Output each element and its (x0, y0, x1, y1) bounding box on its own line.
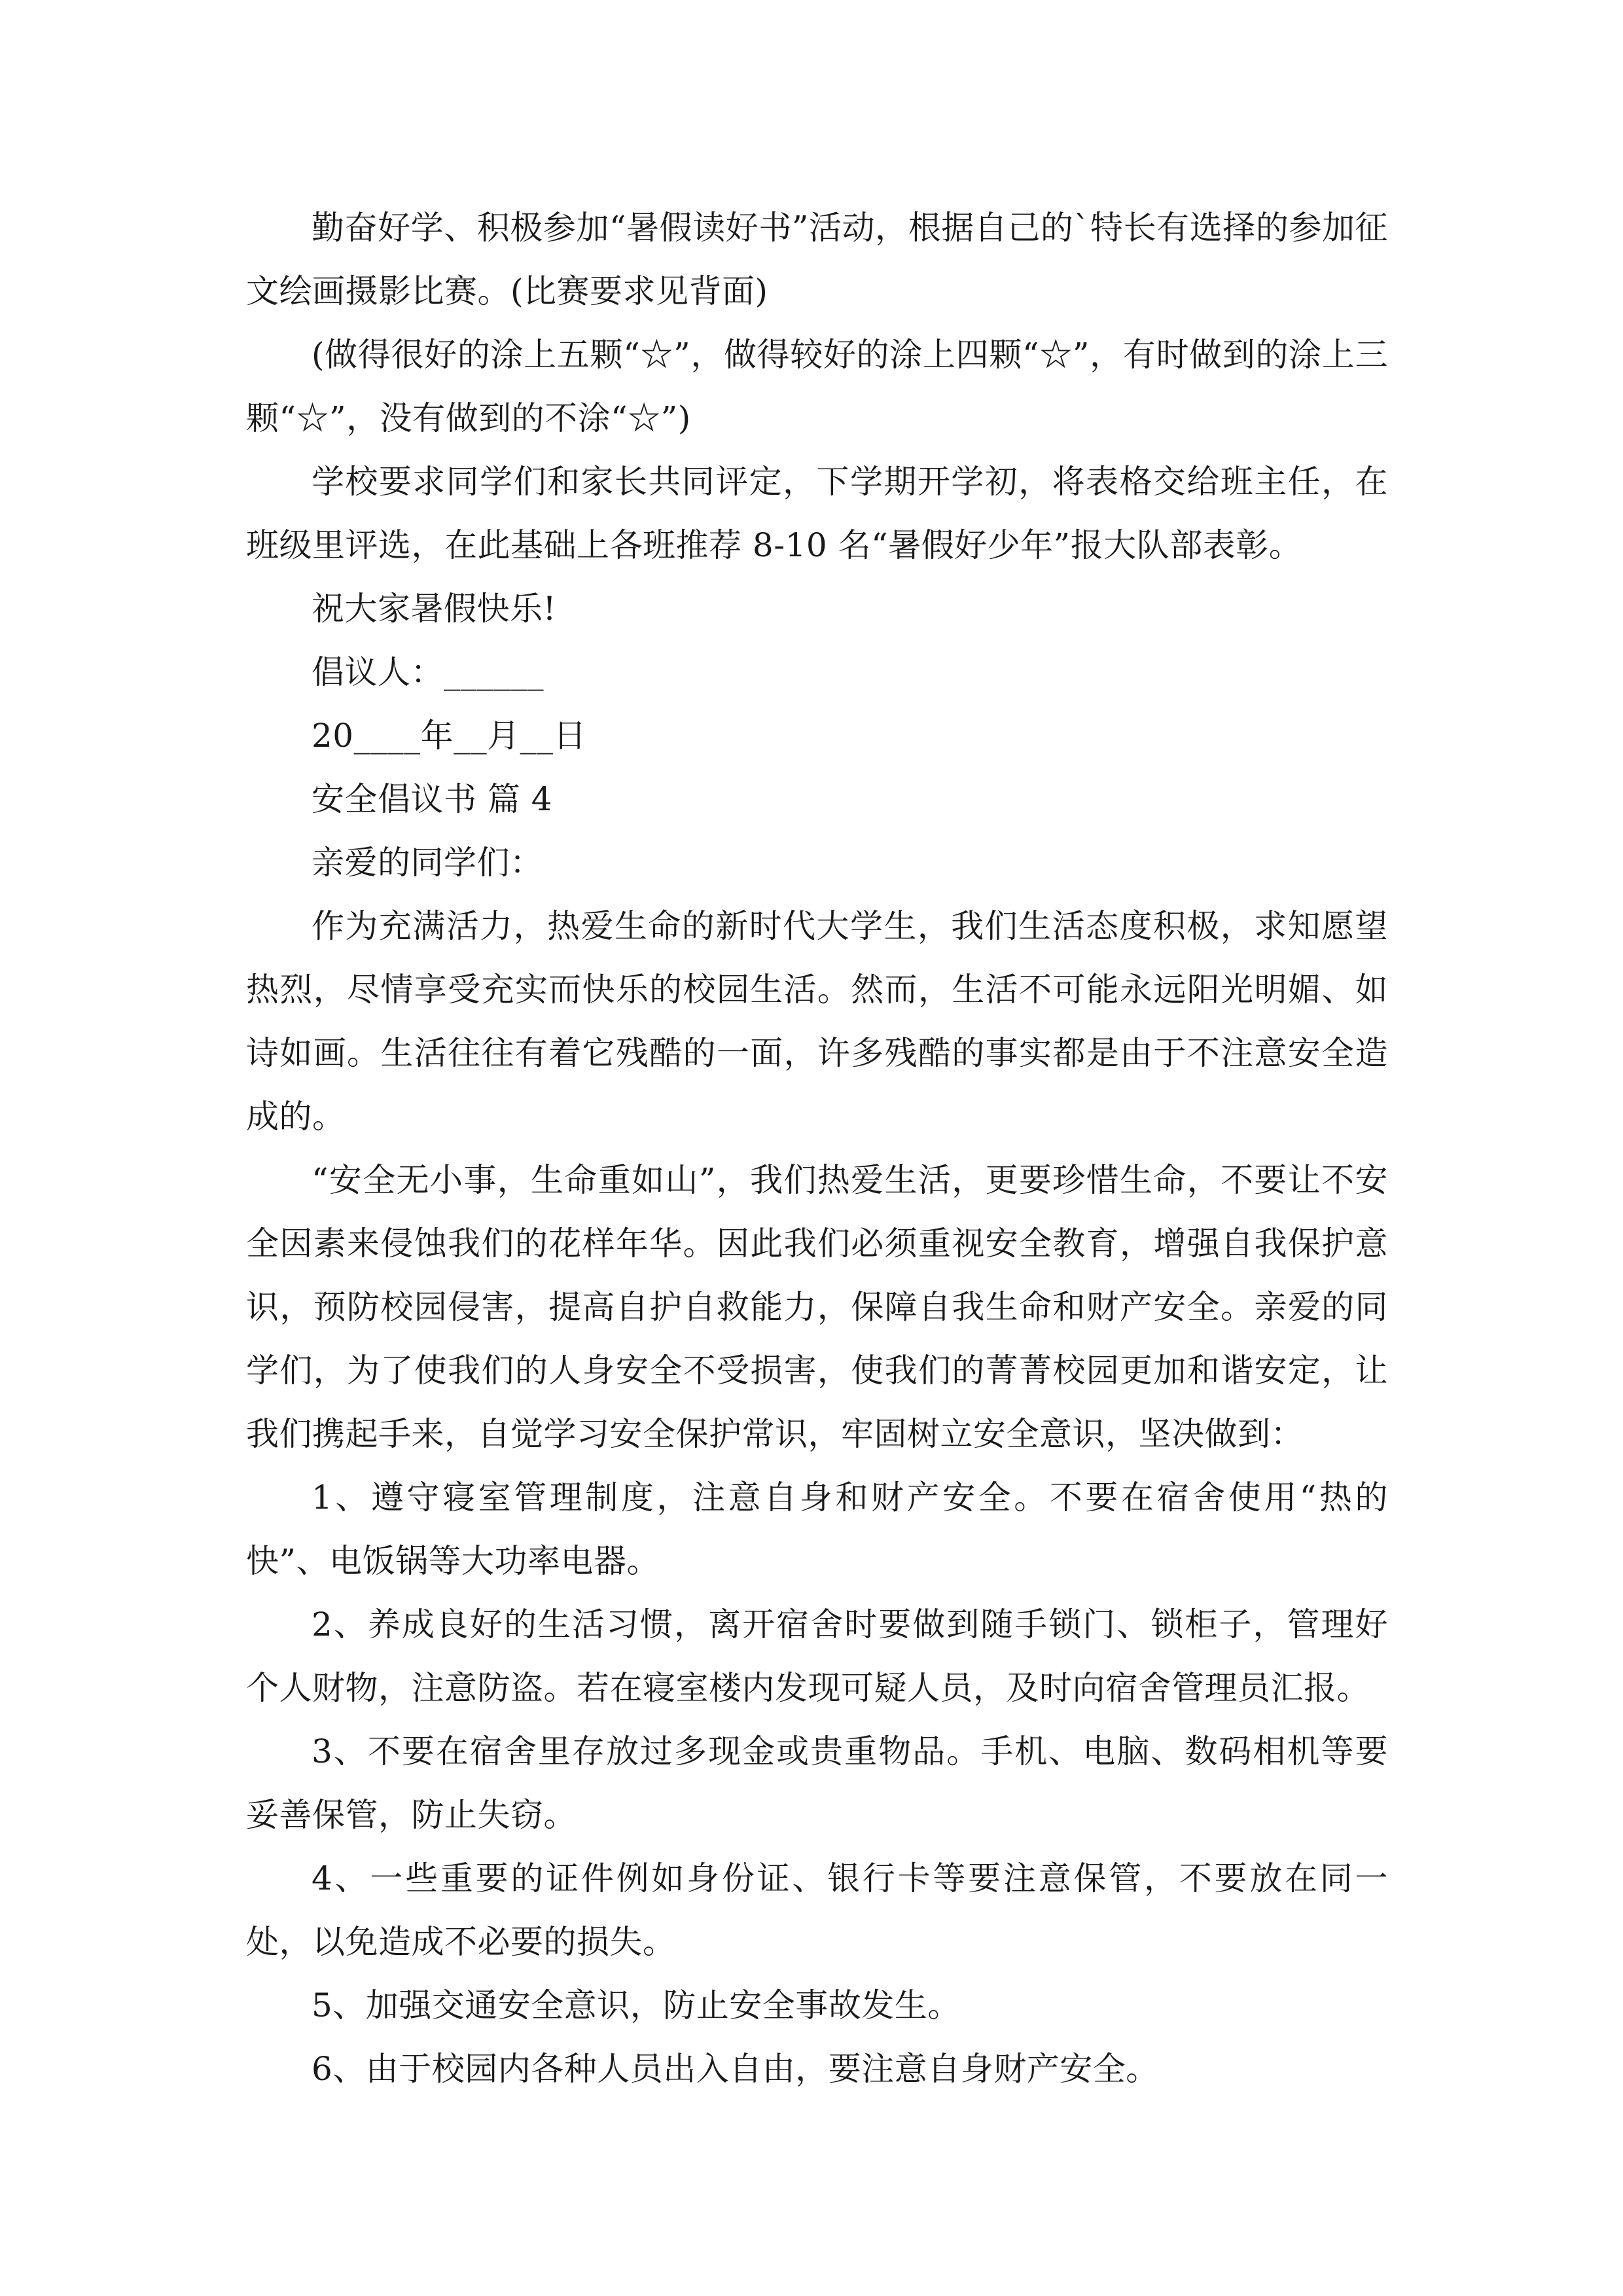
date-line: 20____年__月__日 (312, 717, 587, 755)
list-item-2: 2、养成良好的生活习惯，离开宿舍时要做到随手锁门、锁柜子，管理好个人财物，注意防盗。若在寝室楼内发现可疑人员，及时向宿舍管理员汇报。 (246, 1605, 1388, 1707)
list-item-6: 6、由于校园内各种人员出入自由，要注意自身财产安全。 (312, 2050, 1159, 2088)
section-heading: 安全倡议书 篇 4 (312, 780, 553, 818)
paragraph-safety-call: “安全无小事，生命重如山”，我们热爱生活，更要珍惜生命，不要让不安全因素来侵蚀我们的花样年华。因此我们必须重视安全教育，增强自我保护意识，预防校园侵害，提高自护自救能力，保障自我生命和财产安全。亲爱的同学们，为了使我们的人身安全不受损害，使我们的菁菁校园更加和谐安定，让我们携起手来，自觉学习安全保护常识，牢固树立安全意识，坚决做到： (246, 1161, 1388, 1453)
greeting-line: 祝大家暑假快乐! (312, 590, 557, 628)
list-item-1: 1、遵守寝室管理制度，注意自身和财产安全。不要在宿舍使用“热的快”、电饭锅等大功率电器。 (246, 1479, 1388, 1580)
paragraph-reading-activity: 勤奋好学、积极参加“暑假读好书”活动，根据自己的`特长有选择的参加征文绘画摄影比赛。(比赛要求见背面) (246, 209, 1388, 310)
list-item-4: 4、一些重要的证件例如身份证、银行卡等要注意保管，不要放在同一处，以免造成不必要的损失。 (246, 1859, 1388, 1961)
paragraph-evaluation: 学校要求同学们和家长共同评定，下学期开学初，将表格交给班主任，在班级里评选，在此基础上各班推荐 8-10 名“暑假好少年”报大队部表彰。 (246, 463, 1388, 564)
proposer-line: 倡议人：______ (312, 653, 544, 691)
paragraph-intro: 作为充满活力，热爱生命的新时代大学生，我们生活态度积极，求知愿望热烈，尽情享受充实而快乐的校园生活。然而，生活不可能永远阳光明媚、如诗如画。生活往往有着它残酷的一面，许多残酷的事实都是由于不注意安全造成的。 (246, 907, 1388, 1136)
salutation-line: 亲爱的同学们： (312, 844, 543, 882)
list-item-5: 5、加强交通安全意识，防止安全事故发生。 (312, 1986, 961, 2024)
paragraph-star-rating-note: (做得很好的涂上五颗“☆”，做得较好的涂上四颗“☆”，有时做到的涂上三颗“☆”，没有做到的不涂“☆”) (246, 336, 1388, 437)
list-item-3: 3、不要在宿舍里存放过多现金或贵重物品。手机、电脑、数码相机等要妥善保管，防止失窃。 (246, 1732, 1388, 1834)
document-body (246, 196, 1388, 2101)
